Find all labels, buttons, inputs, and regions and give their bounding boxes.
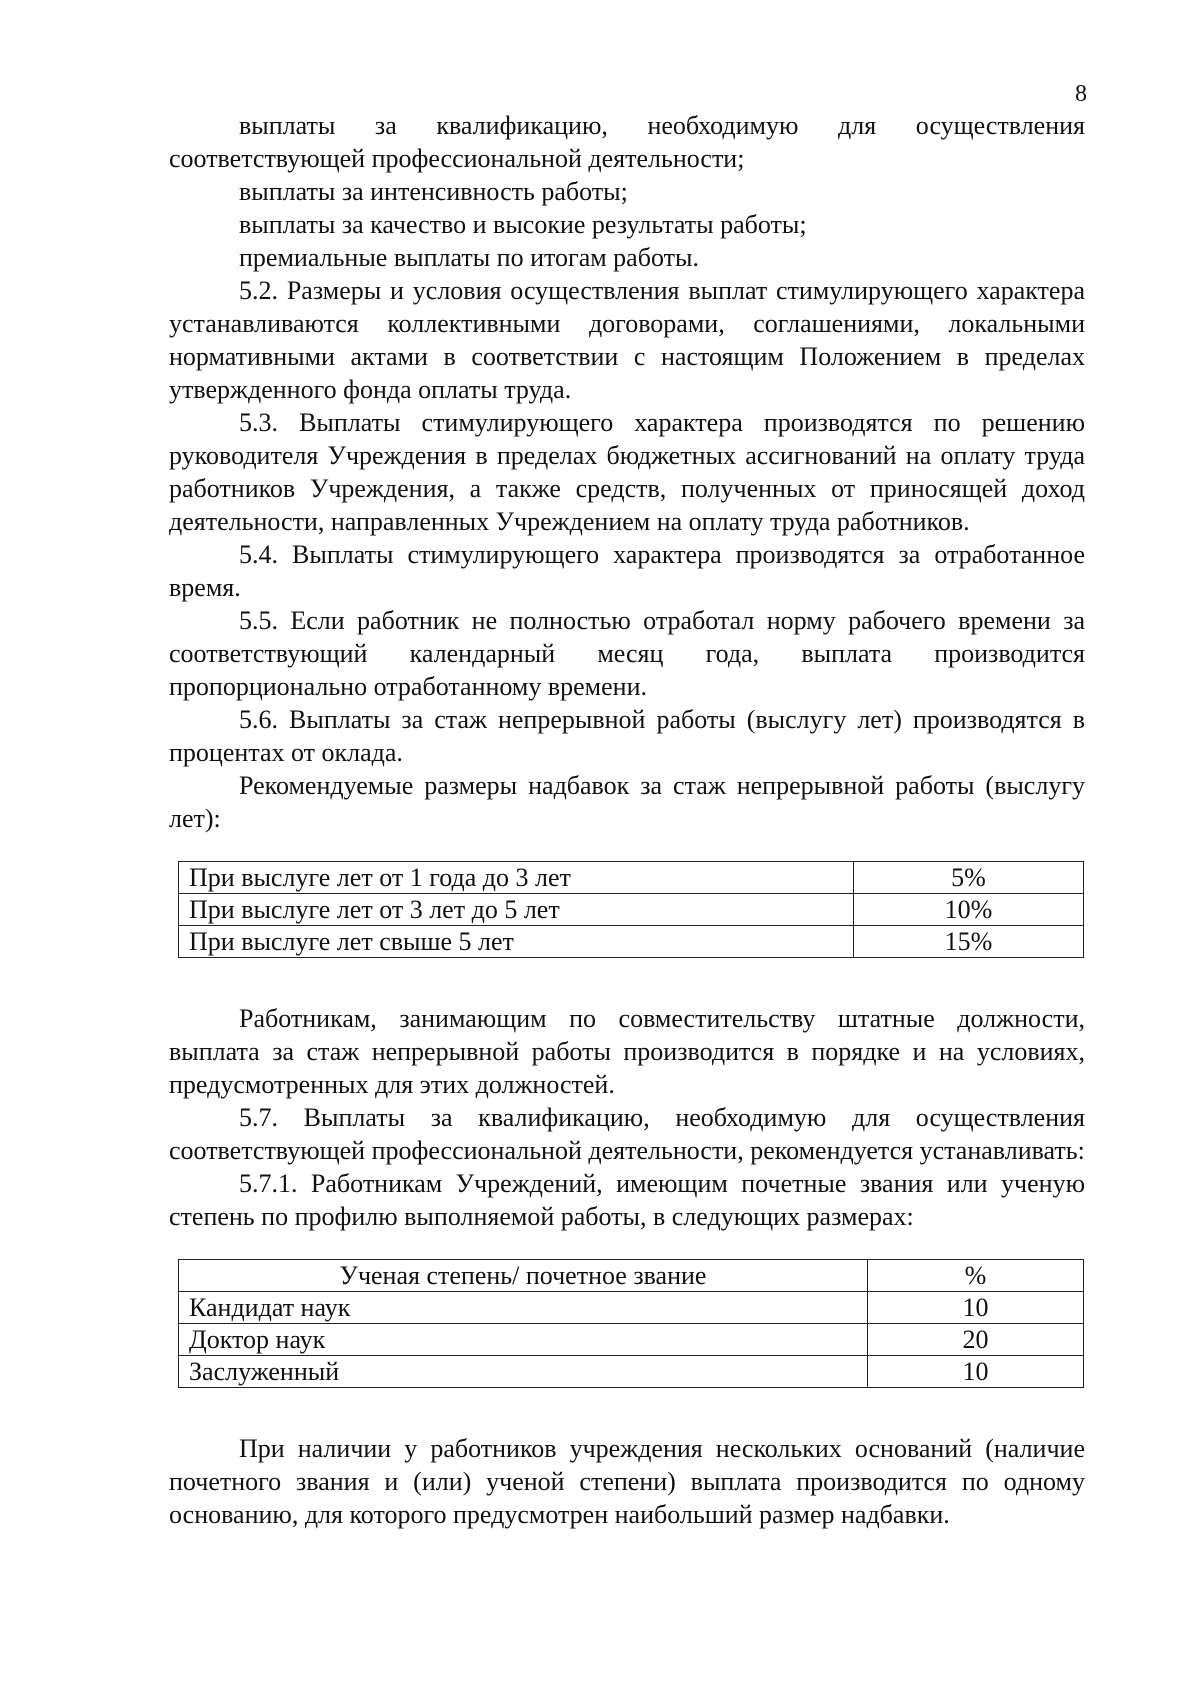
table-header-percent: %: [868, 1260, 1084, 1292]
table-cell-label: При выслуге лет свыше 5 лет: [179, 926, 854, 958]
document-body: [169, 109, 1085, 1531]
list-item: выплаты за интенсивность работы;: [239, 177, 628, 206]
paragraph-recommended: Рекомендуемые размеры надбавок за стаж непрерывной работы (выслугу лет):: [169, 771, 1085, 833]
list-item: выплаты за качество и высокие результаты работы;: [239, 210, 807, 239]
table-row: [179, 1356, 1084, 1388]
degree-table: [178, 1259, 1084, 1388]
table-row: [179, 1324, 1084, 1356]
table-row: [179, 926, 1084, 958]
paragraph: выплаты за квалификацию, необходимую для осуществления соответствующей профессиональной деятельности;: [169, 111, 1085, 173]
table-row: [179, 894, 1084, 926]
table-cell-label: Доктор наук: [179, 1324, 868, 1356]
list-item: премиальные выплаты по итогам работы.: [239, 243, 699, 272]
table-cell-label: При выслуге лет от 3 лет до 5 лет: [179, 894, 854, 926]
table-cell-value: 5%: [854, 862, 1084, 894]
table-cell-value: 15%: [854, 926, 1084, 958]
seniority-table: [178, 861, 1084, 958]
paragraph-multiple-grounds: При наличии у работников учреждения нескольких оснований (наличие почетного звания и (или) ученой степени) выплата производится по одному основанию, для которого предусмотрен наибольший размер надбавки.: [169, 1434, 1085, 1529]
table-cell-label: При выслуге лет от 1 года до 3 лет: [179, 862, 854, 894]
table-cell-value: 10%: [854, 894, 1084, 926]
paragraph-5-4: 5.4. Выплаты стимулирующего характера производятся за отработанное время.: [169, 540, 1085, 602]
table-header-row: [179, 1260, 1084, 1292]
table-cell-value: 10: [868, 1292, 1084, 1324]
table-row: [179, 862, 1084, 894]
table-row: [179, 1292, 1084, 1324]
table-cell-label: Заслуженный: [179, 1356, 868, 1388]
paragraph-part-time: Работникам, занимающим по совместительству штатные должности, выплата за стаж непрерывной работы производится в порядке и на условиях, предусмотренных для этих должностей.: [169, 1004, 1085, 1099]
table-cell-value: 20: [868, 1324, 1084, 1356]
table-cell-label: Кандидат наук: [179, 1292, 868, 1324]
paragraph-5-3: 5.3. Выплаты стимулирующего характера производятся по решению руководителя Учреждения в пределах бюджетных ассигнований на оплату труда работников Учреждения, а также средств, полученных от приносящей доход деятельности, направленных Учреждением на оплату труда работников.: [169, 408, 1085, 536]
page-number: 8: [1075, 81, 1087, 107]
paragraph-5-5: 5.5. Если работник не полностью отработал норму рабочего времени за соответствующий календарный месяц года, выплата производится пропорционально отработанному времени.: [169, 606, 1085, 701]
table-cell-value: 10: [868, 1356, 1084, 1388]
paragraph-5-7: 5.7. Выплаты за квалификацию, необходимую для осуществления соответствующей профессиональной деятельности, рекомендуется устанавливать:: [169, 1103, 1085, 1165]
paragraph-5-2: 5.2. Размеры и условия осуществления выплат стимулирующего характера устанавливаются коллективными договорами, соглашениями, локальными нормативными актами в соответствии с настоящим Положением в пределах утвержденного фонда оплаты труда.: [169, 276, 1085, 404]
paragraph-5-7-1: 5.7.1. Работникам Учреждений, имеющим почетные звания или ученую степень по профилю выполняемой работы, в следующих размерах:: [169, 1169, 1085, 1231]
paragraph-5-6: 5.6. Выплаты за стаж непрерывной работы (выслугу лет) производятся в процентах от оклада.: [169, 705, 1085, 767]
table-header-degree: Ученая степень/ почетное звание: [179, 1260, 868, 1292]
